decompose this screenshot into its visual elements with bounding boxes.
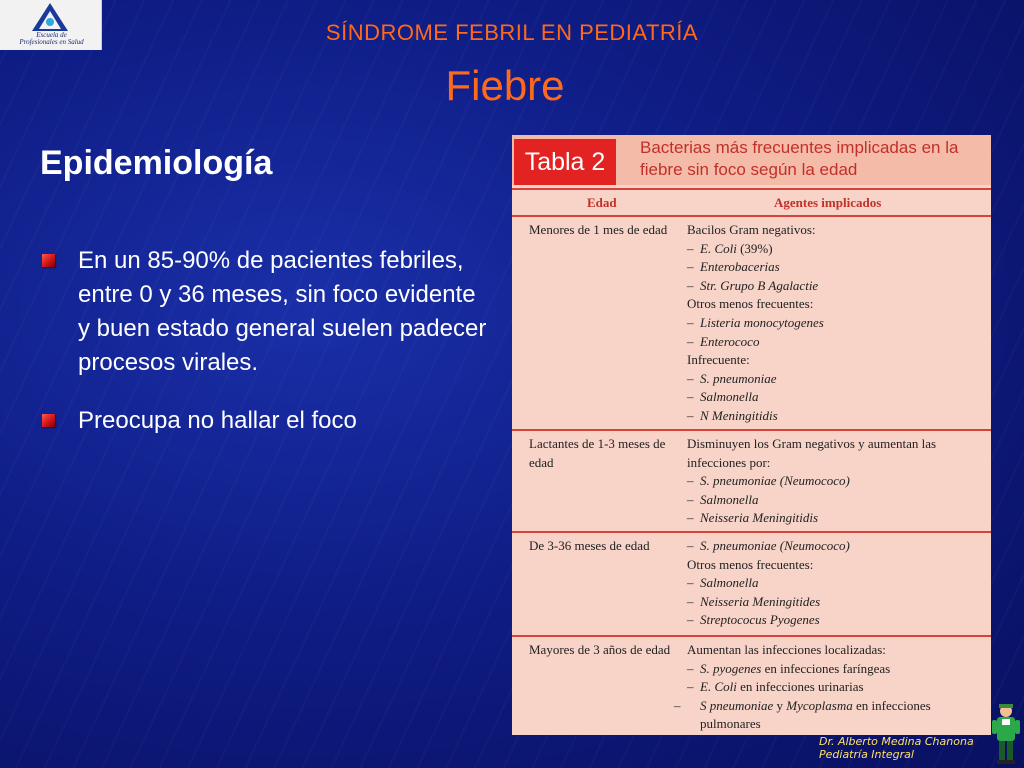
doctor-figure-icon [990, 702, 1022, 766]
table-divider [512, 531, 991, 533]
bullet-item [40, 404, 490, 438]
author-credit [819, 735, 974, 761]
agent-line: – N Meningitidis [687, 407, 778, 423]
logo-line1: Escuela de [36, 31, 67, 39]
bullet-item [40, 244, 490, 380]
agent-note: y [773, 697, 787, 713]
table-label: Tabla 2 [514, 139, 616, 185]
table-divider [512, 188, 991, 190]
agent-line: – S. pyogenes en infecciones faríngeas [687, 660, 891, 676]
agent-line: – Enterobacerias [687, 259, 780, 275]
row-agentes [687, 435, 987, 528]
agent-note: (39%) [736, 240, 773, 256]
agent-line: – Salmonella [687, 491, 759, 507]
agent-line: Aumentan las infecciones localizadas: [687, 642, 886, 657]
table-title: Bacterias más frecuentes implicadas en la fiebre sin foco según la edad [640, 138, 959, 179]
agent-name: Enterobacerias [700, 259, 780, 275]
row-edad: Lactantes de 1-3 meses de edad [529, 436, 666, 470]
agent-line: – E. Coli (39%) [687, 240, 773, 256]
bullet-text: Preocupa no hallar el foco [78, 407, 357, 434]
section-heading: Epidemiología [40, 144, 273, 182]
table-header [512, 135, 991, 185]
agent-line: – Streptococus Pyogenes [687, 612, 820, 628]
agent-line: Disminuyen los Gram negativos y aumentan las infecciones por: [687, 436, 937, 470]
agent-line: – Str. Grupo B Agalactie [687, 277, 819, 293]
table-divider [512, 429, 991, 431]
slide-title: Fiebre [445, 62, 565, 109]
agent-line: – Salmonella [687, 575, 759, 591]
agent-line: Infrecuente: [687, 352, 750, 368]
agent-line: Otros menos frecuentes: [687, 556, 814, 572]
agent-name: E. Coli [700, 679, 737, 695]
author-name: Dr. Alberto Medina Chanona [819, 735, 974, 748]
agent-name: Streptococus Pyogenes [700, 612, 820, 628]
agent-line: – Enterococo [687, 333, 760, 349]
agent-line: – S. pneumoniae (Neumococo) [687, 473, 850, 489]
agent-name: S pneumoniae [700, 697, 774, 713]
agent-name: S. pneumoniae [700, 370, 777, 386]
agent-name: Listeria monocytogenes [700, 314, 824, 330]
agent-name: S. pyogenes [700, 660, 762, 676]
col-header-agentes: Agentes implicados [774, 195, 882, 210]
agent-name: Str. Grupo B Agalactie [700, 277, 819, 293]
slide-subtitle: SÍNDROME FEBRIL EN PEDIATRÍA [325, 20, 699, 45]
agent-note: en infecciones urinarias [736, 679, 864, 695]
agent-note: en infecciones faríngeas [761, 660, 891, 676]
bullet-square-icon [42, 414, 55, 427]
row-edad: Menores de 1 mes de edad [529, 222, 668, 237]
agent-name: E. Coli [700, 240, 737, 256]
agent-line: – S pneumoniae y Mycoplasma en infecciones pulmonares [674, 697, 931, 732]
author-dept: Pediatría Integral [819, 748, 914, 761]
row-agentes [687, 221, 987, 426]
logo-line2: Profesionales en Salud [19, 38, 84, 46]
agent-name: S. pneumoniae (Neumococo) [700, 538, 850, 553]
row-agentes [674, 641, 987, 734]
agent-line: – E. Coli en infecciones urinarias [687, 679, 864, 695]
agent-line: – Listeria monocytogenes [687, 314, 824, 330]
agent-line: – S. pneumoniae [687, 370, 777, 386]
agent-line: Bacilos Gram negativos: [687, 222, 816, 237]
agent-name: Enterococo [700, 333, 760, 349]
row-edad: De 3-36 meses de edad [529, 538, 650, 553]
bacteria-table [512, 135, 991, 735]
table-divider [512, 635, 991, 637]
agent-note: en infecciones pulmonares [700, 697, 931, 732]
agent-name: Salmonella [700, 491, 759, 507]
agent-line: – Neisseria Meningitidis [687, 510, 819, 526]
agent-line: Otros menos frecuentes: [687, 296, 814, 312]
agent-line: – Neisseria Meningitides [687, 593, 821, 609]
table-divider [512, 215, 991, 217]
agent-name: Salmonella [700, 389, 759, 405]
agent-name: Mycoplasma [786, 697, 853, 713]
bullet-list [40, 244, 490, 462]
agent-line: – S. pneumoniae (Neumococo) [687, 538, 850, 553]
row-edad: Mayores de 3 años de edad [529, 642, 671, 657]
bullet-text: En un 85-90% de pacientes febriles, entre 0 y 36 meses, sin foco evidente y buen estado general suelen padecer procesos virales. [78, 247, 487, 376]
bullet-square-icon [42, 254, 55, 267]
agent-name: Neisseria Meningitidis [700, 510, 819, 526]
agent-line: – Salmonella [687, 389, 759, 405]
agent-name: Neisseria Meningitides [700, 593, 821, 609]
agent-name: N Meningitidis [700, 407, 778, 423]
agent-name: S. pneumoniae (Neumococo) [700, 473, 850, 489]
row-agentes [687, 537, 987, 630]
col-header-edad: Edad [587, 195, 617, 210]
agent-name: Salmonella [700, 575, 759, 591]
